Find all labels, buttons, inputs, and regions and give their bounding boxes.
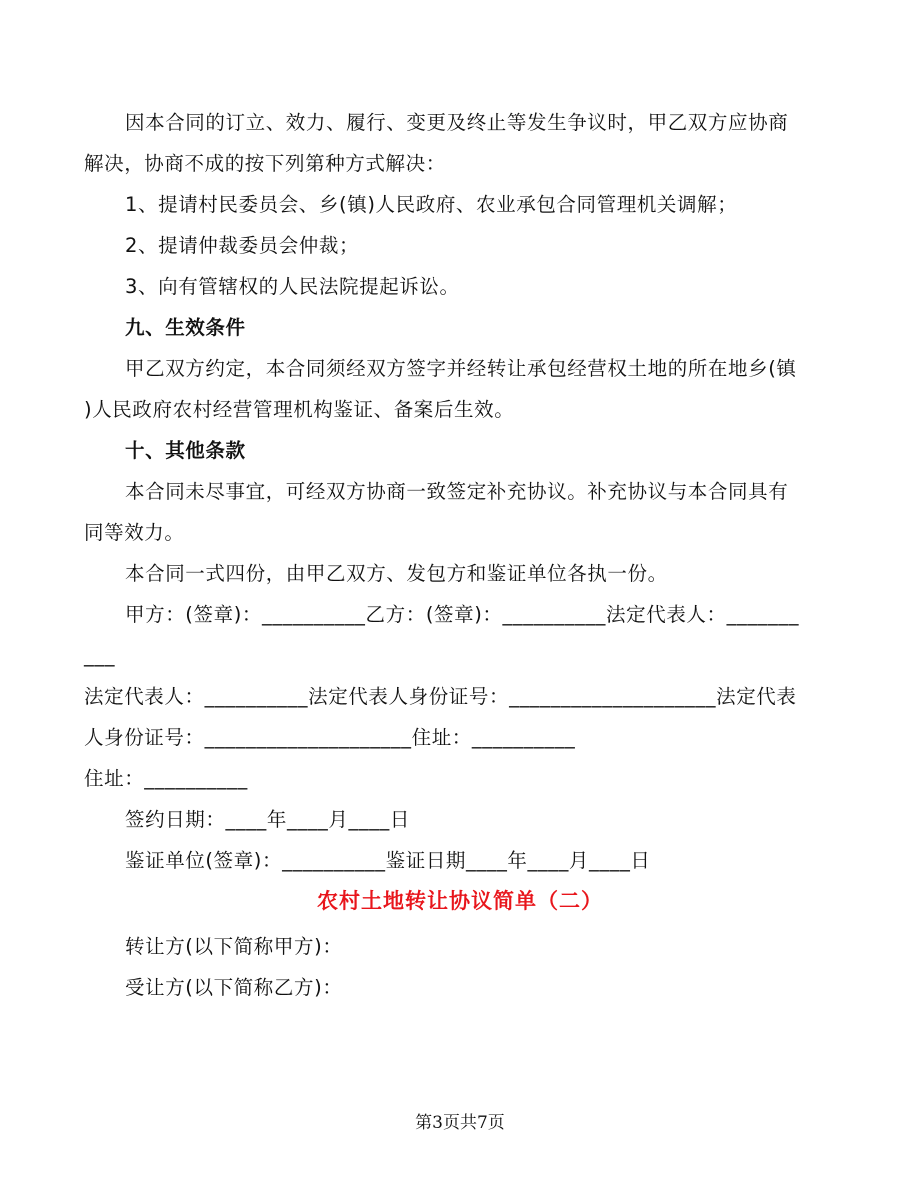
id-number-address-line: 人身份证号：____________________住址：__________ [84, 726, 576, 749]
paragraph-dispute-line-2: 解决，协商不成的按下列第种方式解决： [84, 152, 446, 175]
list-item-arbitration: 2、提请仲裁委员会仲裁； [125, 234, 360, 257]
paragraph-other-terms-line-1: 本合同未尽事宜，可经双方协商一致签定补充协议。补充协议与本合同具有 [125, 480, 789, 503]
list-item-litigation: 3、向有管辖权的人民法院提起诉讼。 [125, 275, 460, 298]
signature-party-line-continued: ___ [84, 644, 116, 667]
paragraph-other-terms-line-2: 同等效力。 [84, 521, 185, 544]
paragraph-copies: 本合同一式四份，由甲乙双方、发包方和鉴证单位各执一份。 [125, 562, 668, 585]
page-footer: 第3页共7页 [415, 1113, 505, 1133]
paragraph-effective-line-2: )人民政府农村经营管理机构鉴证、备案后生效。 [84, 398, 515, 421]
address-line: 住址：__________ [84, 767, 248, 790]
certification-line: 鉴证单位(签章)：__________鉴证日期____年____月____日 [125, 849, 651, 872]
section-title: 农村土地转让协议简单（二） [317, 889, 603, 913]
paragraph-effective-line-1: 甲乙双方约定，本合同须经双方签字并经转让承包经营权土地的所在地乡(镇 [125, 357, 797, 380]
paragraph-dispute-line-1: 因本合同的订立、效力、履行、变更及终止等发生争议时，甲乙双方应协商 [125, 111, 789, 134]
heading-effective-conditions: 九、生效条件 [125, 316, 246, 339]
transferee-line: 受让方(以下简称乙方)： [125, 976, 343, 999]
list-item-mediation: 1、提请村民委员会、乡(镇)人民政府、农业承包合同管理机关调解； [125, 193, 738, 216]
legal-representative-line: 法定代表人：__________法定代表人身份证号：____________________法定代表 [84, 685, 797, 708]
signing-date-line: 签约日期：____年____月____日 [125, 808, 410, 831]
heading-other-terms: 十、其他条款 [125, 439, 246, 462]
transferor-line: 转让方(以下简称甲方)： [125, 935, 343, 958]
signature-party-line: 甲方：(签章)：__________乙方：(签章)：__________法定代表人：_______ [125, 603, 800, 626]
